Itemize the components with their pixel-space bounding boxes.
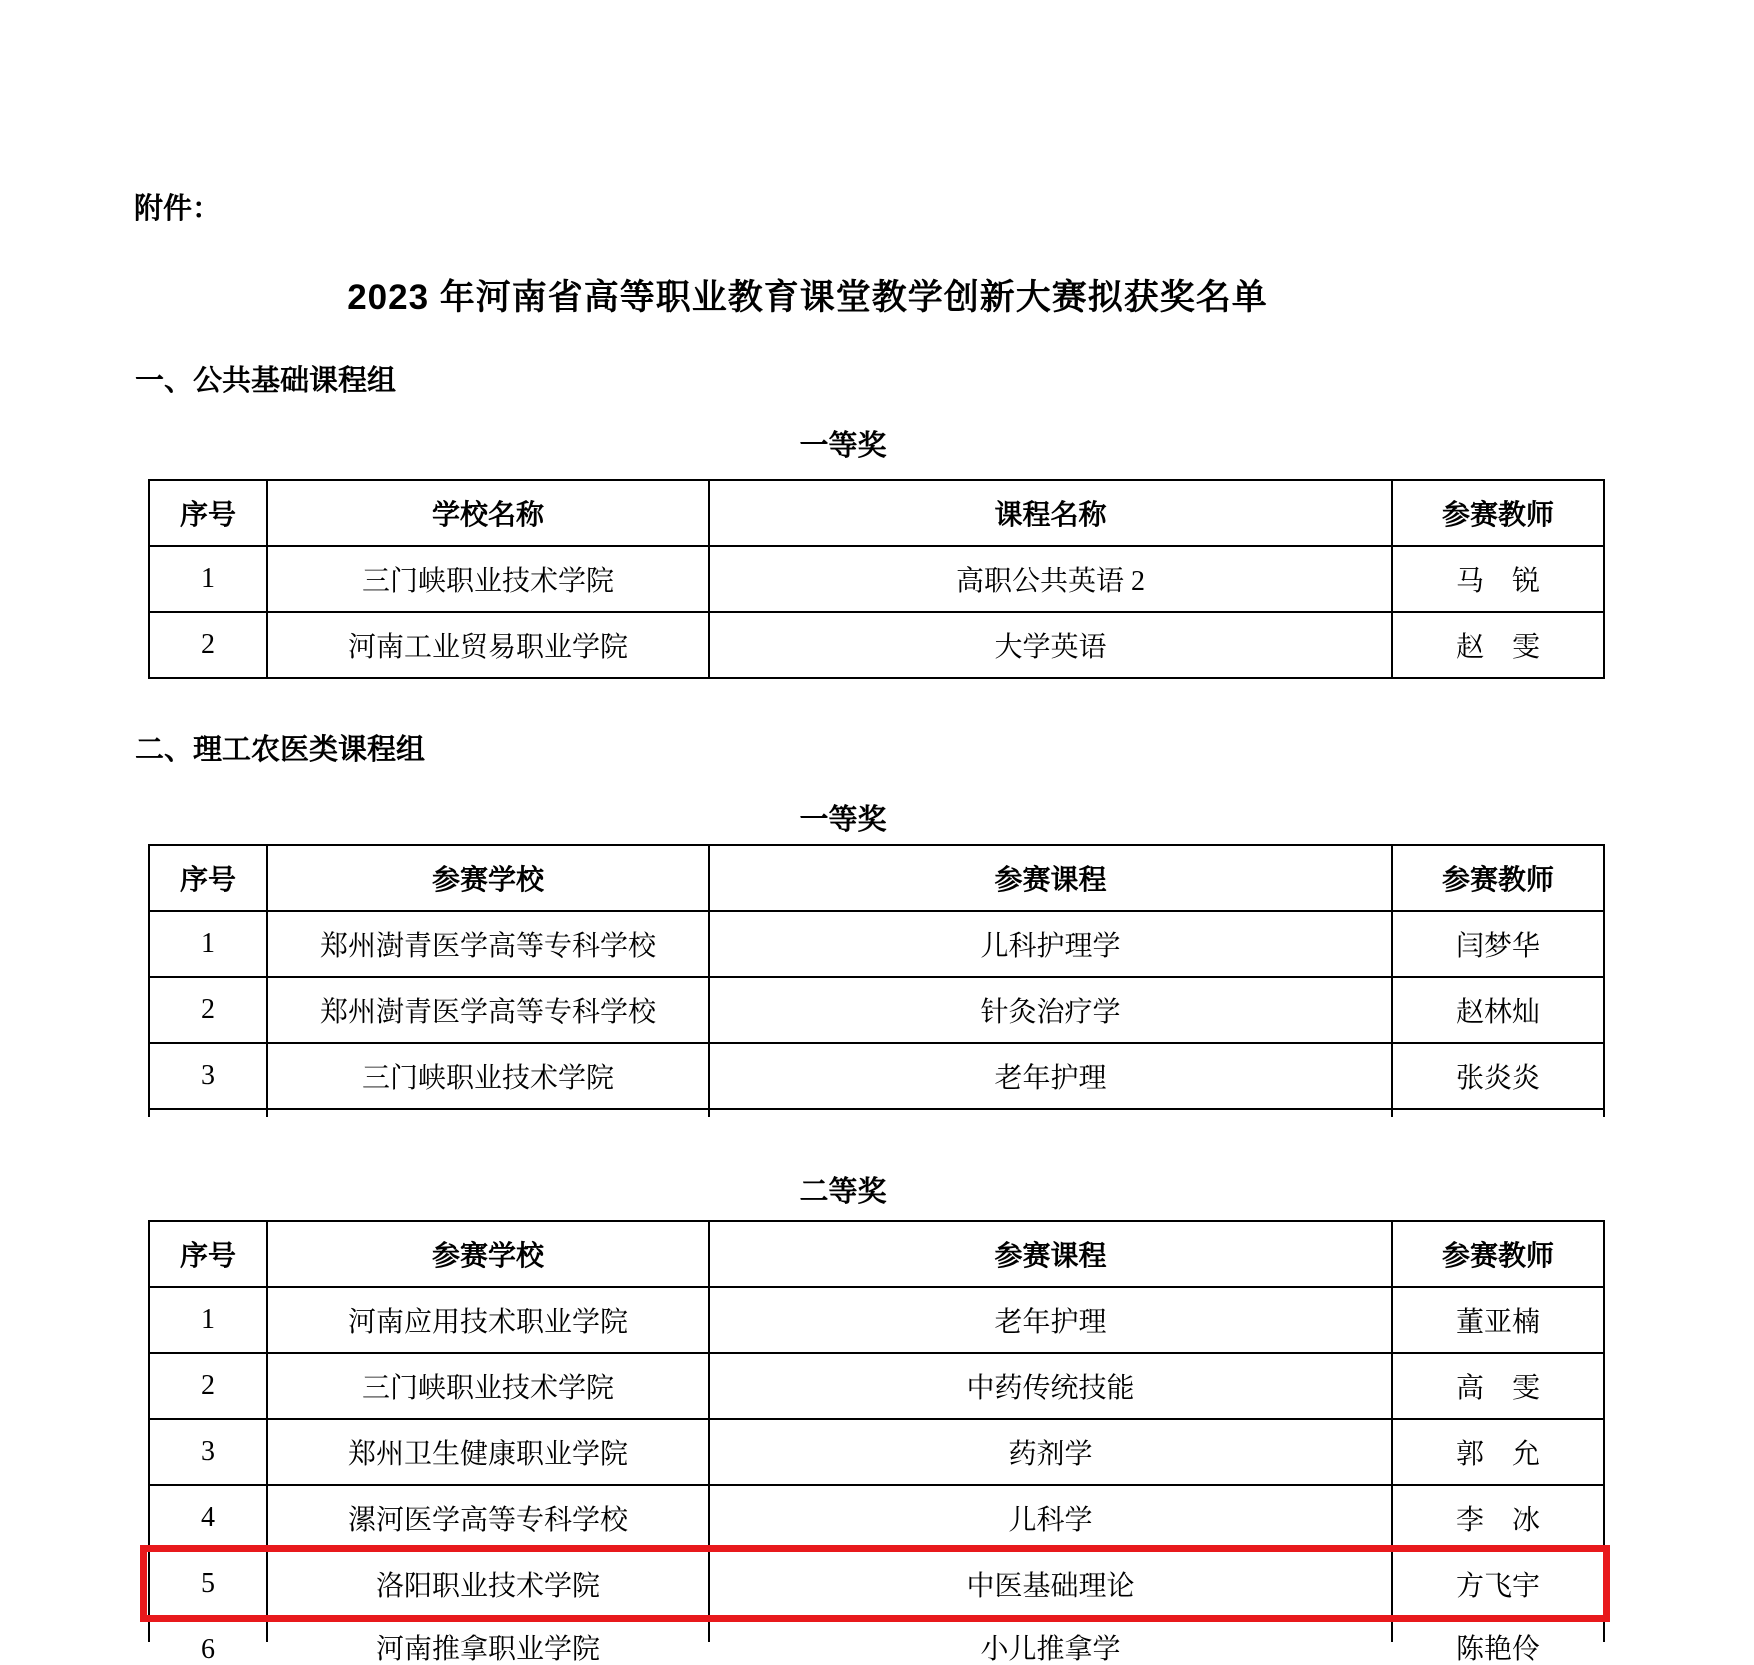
table-row [149, 1485, 1604, 1551]
school-cell: 三门峡职业技术学院 [267, 1353, 709, 1419]
section-1-first-prize-heading: 一等奖 [799, 430, 887, 462]
school-cell: 郑州卫生健康职业学院 [267, 1419, 709, 1485]
table-row [149, 1043, 1604, 1109]
course-cell: 中药传统技能 [709, 1353, 1392, 1419]
course-header-cell: 课程名称 [709, 480, 1392, 546]
table-row [149, 546, 1604, 612]
serial-cell: 4 [149, 1485, 267, 1551]
section-1-heading: 一、公共基础课程组 [135, 365, 397, 397]
attachment-label: 附件： [134, 193, 222, 225]
course-header-cell: 参赛课程 [709, 1221, 1392, 1287]
serial-cell: 1 [149, 1287, 267, 1353]
table-header-row [149, 480, 1604, 546]
teacher-cell: 张炎炎 [1392, 1043, 1604, 1109]
teacher-cell: 赵林灿 [1392, 977, 1604, 1043]
highlighted-table-row [149, 1551, 1604, 1617]
table-header-row [149, 1221, 1604, 1287]
serial-cell: 1 [149, 911, 267, 977]
school-cell: 漯河医学高等专科学校 [267, 1485, 709, 1551]
course-cell: 大学英语 [709, 612, 1392, 678]
course-cell: 中医基础理论 [709, 1551, 1392, 1617]
teacher-cell: 马 锐 [1392, 546, 1604, 612]
school-cell: 郑州澍青医学高等专科学校 [267, 911, 709, 977]
teacher-cell: 李 冰 [1392, 1485, 1604, 1551]
table-header-row [149, 845, 1604, 911]
teacher-header-cell: 参赛教师 [1392, 1221, 1604, 1287]
course-header-cell: 参赛课程 [709, 845, 1392, 911]
school-cell: 郑州澍青医学高等专科学校 [267, 977, 709, 1043]
serial-cell: 2 [149, 612, 267, 678]
section-2-heading: 二、理工农医类课程组 [135, 734, 426, 766]
serial-cell: 2 [149, 977, 267, 1043]
serial-cell: 3 [149, 1419, 267, 1485]
teacher-header-cell: 参赛教师 [1392, 845, 1604, 911]
school-cell: 三门峡职业技术学院 [267, 546, 709, 612]
school-header-cell: 参赛学校 [267, 845, 709, 911]
serial-header-cell: 序号 [149, 480, 267, 546]
table-row [149, 1353, 1604, 1419]
serial-cell: 1 [149, 546, 267, 612]
school-cell: 河南工业贸易职业学院 [267, 612, 709, 678]
teacher-cell: 陈艳伶 [1392, 1617, 1604, 1642]
school-header-cell: 参赛学校 [267, 1221, 709, 1287]
serial-cell: 3 [149, 1043, 267, 1109]
course-cell [709, 1109, 1392, 1117]
school-cell: 三门峡职业技术学院 [267, 1043, 709, 1109]
serial-cell: 6 [149, 1617, 267, 1642]
serial-header-cell: 序号 [149, 845, 267, 911]
serial-cell [149, 1109, 267, 1117]
table-row [149, 911, 1604, 977]
course-cell: 小儿推拿学 [709, 1617, 1392, 1642]
course-cell: 儿科学 [709, 1485, 1392, 1551]
table-stem-medical-second-prize [148, 1220, 1605, 1665]
teacher-cell [1392, 1109, 1604, 1117]
course-cell: 针灸治疗学 [709, 977, 1392, 1043]
course-cell: 老年护理 [709, 1287, 1392, 1353]
teacher-cell: 闫梦华 [1392, 911, 1604, 977]
school-cell [267, 1109, 709, 1117]
table-public-basic-first-prize [148, 479, 1605, 679]
teacher-cell: 高 雯 [1392, 1353, 1604, 1419]
serial-header-cell: 序号 [149, 1221, 267, 1287]
document-title: 2023 年河南省高等职业教育课堂教学创新大赛拟获奖名单 [347, 278, 1268, 317]
teacher-cell: 郭 允 [1392, 1419, 1604, 1485]
clipped-table-row [149, 1617, 1604, 1642]
course-cell: 药剂学 [709, 1419, 1392, 1485]
course-cell: 老年护理 [709, 1043, 1392, 1109]
table-row [149, 1287, 1604, 1353]
school-cell: 河南推拿职业学院 [267, 1617, 709, 1642]
teacher-cell: 董亚楠 [1392, 1287, 1604, 1353]
table-stem-medical-first-prize [148, 844, 1605, 1117]
course-cell: 儿科护理学 [709, 911, 1392, 977]
teacher-header-cell: 参赛教师 [1392, 480, 1604, 546]
table-row [149, 612, 1604, 678]
clipped-table-row [149, 1109, 1604, 1117]
course-cell: 高职公共英语 2 [709, 546, 1392, 612]
section-2-first-prize-heading: 一等奖 [799, 804, 887, 836]
school-header-cell: 学校名称 [267, 480, 709, 546]
school-cell: 河南应用技术职业学院 [267, 1287, 709, 1353]
serial-cell: 2 [149, 1353, 267, 1419]
school-cell: 洛阳职业技术学院 [267, 1551, 709, 1617]
teacher-cell: 赵 雯 [1392, 612, 1604, 678]
serial-cell: 5 [149, 1551, 267, 1617]
table-row [149, 1419, 1604, 1485]
table-row [149, 977, 1604, 1043]
section-2-second-prize-heading: 二等奖 [799, 1176, 887, 1208]
teacher-cell: 方飞宇 [1392, 1551, 1604, 1617]
